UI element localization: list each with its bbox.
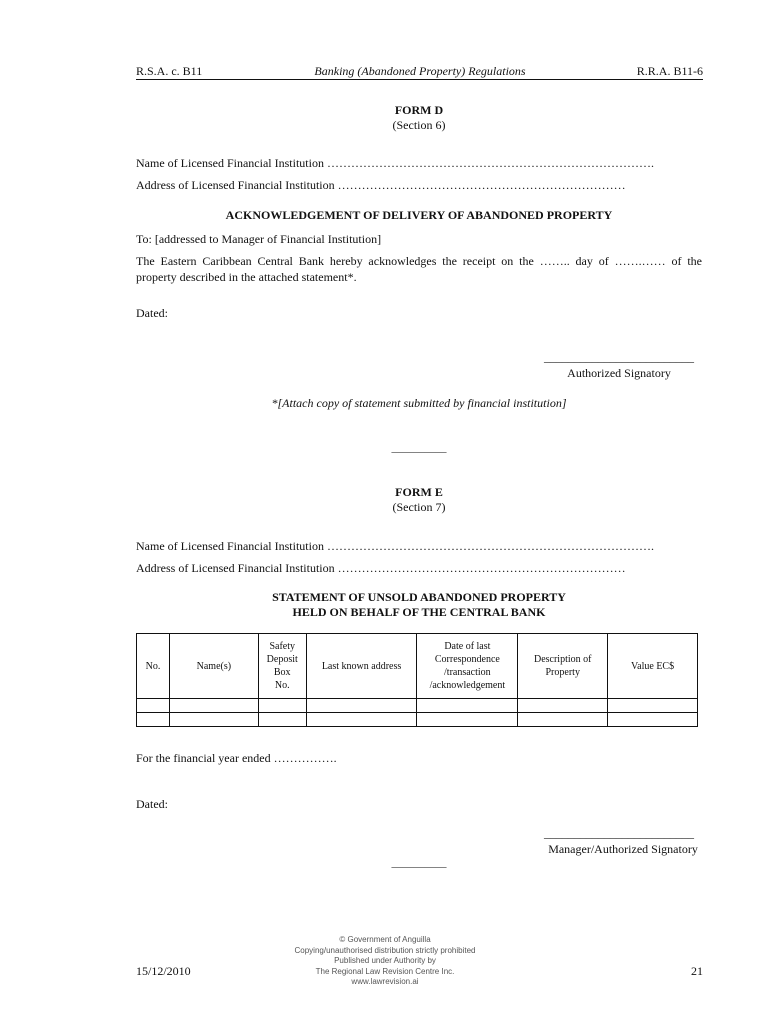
form-d-attach-note: *[Attach copy of statement submitted by financial institution] (271, 396, 567, 410)
form-e-heading-line1: STATEMENT OF UNSOLD ABANDONED PROPERTY (272, 590, 566, 604)
footer-date: 15/12/2010 (136, 964, 191, 978)
col-header-sdb-line3: Box (273, 667, 291, 678)
table-cell (169, 699, 258, 713)
form-d-section: (Section 6) (392, 118, 446, 132)
form-e-signature-line: _________________________ (544, 826, 694, 840)
table-cell (306, 713, 417, 727)
col-header-value-text: Value EC$ (631, 660, 675, 672)
table-cell (608, 713, 698, 727)
form-e-financial-year: For the financial year ended ……………. (136, 751, 337, 765)
footer-website: www.lawrevision.ai (351, 977, 419, 987)
col-header-date-line2: Correspondence (434, 654, 500, 665)
table-cell (169, 713, 258, 727)
header-right: R.R.A. B11-6 (636, 64, 703, 78)
header-title: Banking (Abandoned Property) Regulations (314, 64, 526, 78)
form-e-signature-label: Manager/Authorized Signatory (548, 842, 698, 856)
form-d-to-line: To: [addressed to Manager of Financial Institution] (136, 232, 382, 246)
col-header-date-line3: /transaction (444, 667, 491, 678)
footer-copyright: © Government of Anguilla (339, 935, 431, 944)
table-cell (518, 713, 608, 727)
col-header-description (518, 634, 608, 699)
table-cell (258, 699, 306, 713)
col-header-description-line2: Property (545, 667, 580, 678)
form-d-signature-line: _________________________ (544, 350, 694, 364)
table-cell (258, 713, 306, 727)
table-cell (306, 699, 417, 713)
table-row (137, 713, 698, 727)
table-cell (518, 699, 608, 713)
footer-publisher: The Regional Law Revision Centre Inc. (315, 966, 455, 976)
table-row (137, 699, 698, 713)
col-header-date-line1: Date of last (444, 641, 491, 652)
col-header-description-line1: Description of (533, 654, 592, 665)
form-d-name-line: Name of Licensed Financial Institution ………………………………………………………………………. (136, 156, 654, 170)
page-number: 21 (691, 964, 703, 978)
col-header-no-text: No. (145, 660, 161, 672)
col-header-value (608, 634, 698, 699)
form-d-title: FORM D (394, 103, 444, 117)
table-cell (417, 713, 518, 727)
footer-published: Published under Authority by (334, 956, 436, 966)
col-header-date-line4: /acknowledgement (429, 680, 506, 691)
header-rule (136, 79, 703, 80)
form-e-divider: __________ (391, 857, 447, 869)
form-d-divider: __________ (391, 442, 447, 454)
footer-copying-notice: Copying/unauthorised distribution strictly prohibited (294, 945, 476, 955)
form-e-dated-label: Dated: (136, 797, 168, 811)
form-e-name-line: Name of Licensed Financial Institution ………………………………………………………………………. (136, 539, 654, 553)
form-d-body-line2: property described in the attached statement*. (136, 270, 357, 284)
col-header-sdb-line2: Deposit (266, 654, 298, 665)
col-header-sdb-line4: No. (274, 680, 290, 691)
form-e-title: FORM E (395, 485, 443, 499)
col-header-last-address-text: Last known address (321, 660, 402, 672)
col-header-names-text: Name(s) (196, 660, 232, 672)
page-footer (0, 935, 770, 988)
col-header-no (137, 634, 170, 699)
form-e-address-line: Address of Licensed Financial Institution ……………………………………………………………… (136, 561, 626, 575)
table-cell (137, 699, 170, 713)
form-d-address-line: Address of Licensed Financial Institution ……………………………………………………………… (136, 178, 626, 192)
table-header-row (137, 634, 698, 699)
form-d-body-line1: The Eastern Caribbean Central Bank hereby acknowledges the receipt on the …….. day of …….…… of the (136, 254, 702, 268)
table-cell (137, 713, 170, 727)
form-d-signature-label: Authorized Signatory (567, 366, 671, 380)
col-header-last-address (306, 634, 417, 699)
header-left: R.S.A. c. B11 (136, 64, 203, 78)
col-header-sdb-line1: Safety (269, 641, 295, 652)
form-e-section: (Section 7) (392, 500, 446, 514)
form-d-heading: ACKNOWLEDGEMENT OF DELIVERY OF ABANDONED PROPERTY (225, 208, 613, 222)
col-header-date-last-correspondence (417, 634, 518, 699)
table-cell (608, 699, 698, 713)
statement-table (136, 633, 698, 727)
form-d-dated-label: Dated: (136, 306, 168, 320)
col-header-safety-deposit-box (258, 634, 306, 699)
col-header-names (169, 634, 258, 699)
table-cell (417, 699, 518, 713)
form-e-heading-line2: HELD ON BEHALF OF THE CENTRAL BANK (292, 605, 546, 619)
